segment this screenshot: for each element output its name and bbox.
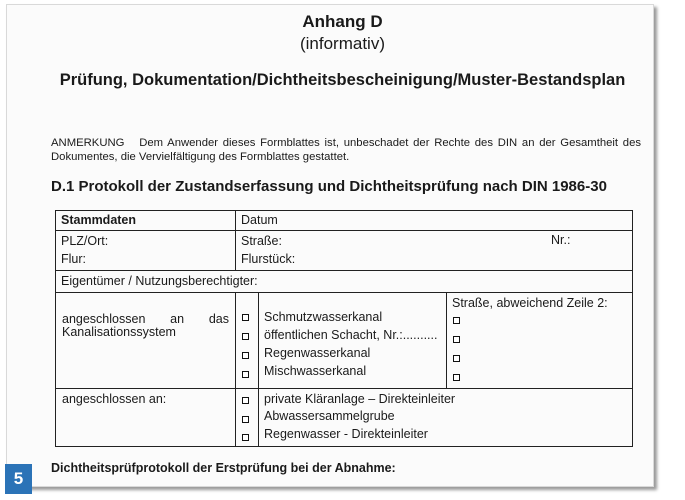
initial-test-protocol-heading: Dichtheitsprüfprotokoll der Erstprüfung bei der Abnahme: (51, 461, 396, 475)
connected-to-label: angeschlossen an: (62, 392, 167, 406)
row-divider (55, 292, 633, 293)
checkbox-private-klaeranlage[interactable] (242, 397, 249, 404)
option-abwassersammelgrube: Abwassersammelgrube (264, 409, 395, 423)
flurstueck-label: Flurstück: (241, 252, 296, 266)
option-mischwasserkanal: Mischwasserkanal (264, 364, 367, 378)
annex-heading: Anhang D (302, 12, 383, 31)
note-text: Dem Anwender dieses Formblattes ist, unbeschadet der Rechte des DIN an der Gesamtheit des Dokumentes, die Vervielfältigung des Formblattes gestattet. (51, 137, 641, 163)
table-border-top (55, 210, 633, 211)
stammdaten-label: Stammdaten (61, 213, 137, 227)
connected-word: das (208, 312, 229, 326)
checkbox-deviating-1[interactable] (453, 317, 460, 324)
checkbox-deviating-4[interactable] (453, 374, 460, 381)
checkbox-mischwasserkanal[interactable] (242, 371, 249, 378)
datum-label: Datum (241, 213, 278, 227)
checkbox-abwassersammelgrube[interactable] (242, 416, 249, 423)
row-divider (55, 270, 633, 271)
usage-note (51, 136, 641, 164)
connected-word: angeschlossen (62, 312, 146, 326)
column-divider (446, 292, 447, 388)
section-title: D.1 Protokoll der Zustandserfassung und Dichtheitsprüfung nach DIN 1986-30 (51, 178, 607, 195)
column-divider (235, 210, 236, 270)
option-regenwasserkanal: Regenwasserkanal (264, 346, 371, 360)
checkbox-regenwasser-direkteinleiter[interactable] (242, 434, 249, 441)
annex-type: (informativ) (299, 34, 385, 53)
annex-title: Prüfung, Dokumentation/Dichtheitsbescheinigung/Muster-Bestandsplan (59, 71, 626, 89)
row-divider (55, 230, 633, 231)
owner-label: Eigentümer / Nutzungsberechtigter: (61, 274, 258, 288)
table-border-left (55, 210, 56, 447)
page-number-badge: 5 (5, 464, 32, 494)
note-label: ANMERKUNG (51, 137, 125, 149)
checkbox-regenwasserkanal[interactable] (242, 352, 249, 359)
option-private-klaeranlage: private Kläranlage – Direkteinleiter (264, 392, 456, 406)
house-number-label: Nr.: (551, 233, 571, 247)
checkbox-oeffentlicher-schacht[interactable] (242, 333, 249, 340)
column-divider (235, 292, 236, 446)
checkbox-schmutzwasserkanal[interactable] (242, 314, 249, 321)
option-regenwasser-direkteinleiter: Regenwasser - Direkteinleiter (264, 427, 428, 441)
row-divider (55, 388, 633, 389)
option-oeffentlicher-schacht: öffentlichen Schacht, Nr.:.......... (264, 328, 438, 342)
strasse-label: Straße: (241, 234, 282, 248)
column-divider (258, 292, 259, 446)
plz-ort-label: PLZ/Ort: (61, 234, 109, 248)
table-border-right (632, 210, 633, 447)
connected-canal-label-line2: Kanalisationssystem (62, 325, 176, 339)
checkbox-deviating-3[interactable] (453, 355, 460, 362)
checkbox-deviating-2[interactable] (453, 336, 460, 343)
connected-word: an (170, 312, 185, 326)
connected-canal-label (62, 312, 229, 326)
street-deviating-label: Straße, abweichend Zeile 2: (452, 296, 608, 310)
option-schmutzwasserkanal: Schmutzwasserkanal (264, 310, 383, 324)
table-border-bottom (55, 446, 633, 447)
flur-label: Flur: (61, 252, 86, 266)
